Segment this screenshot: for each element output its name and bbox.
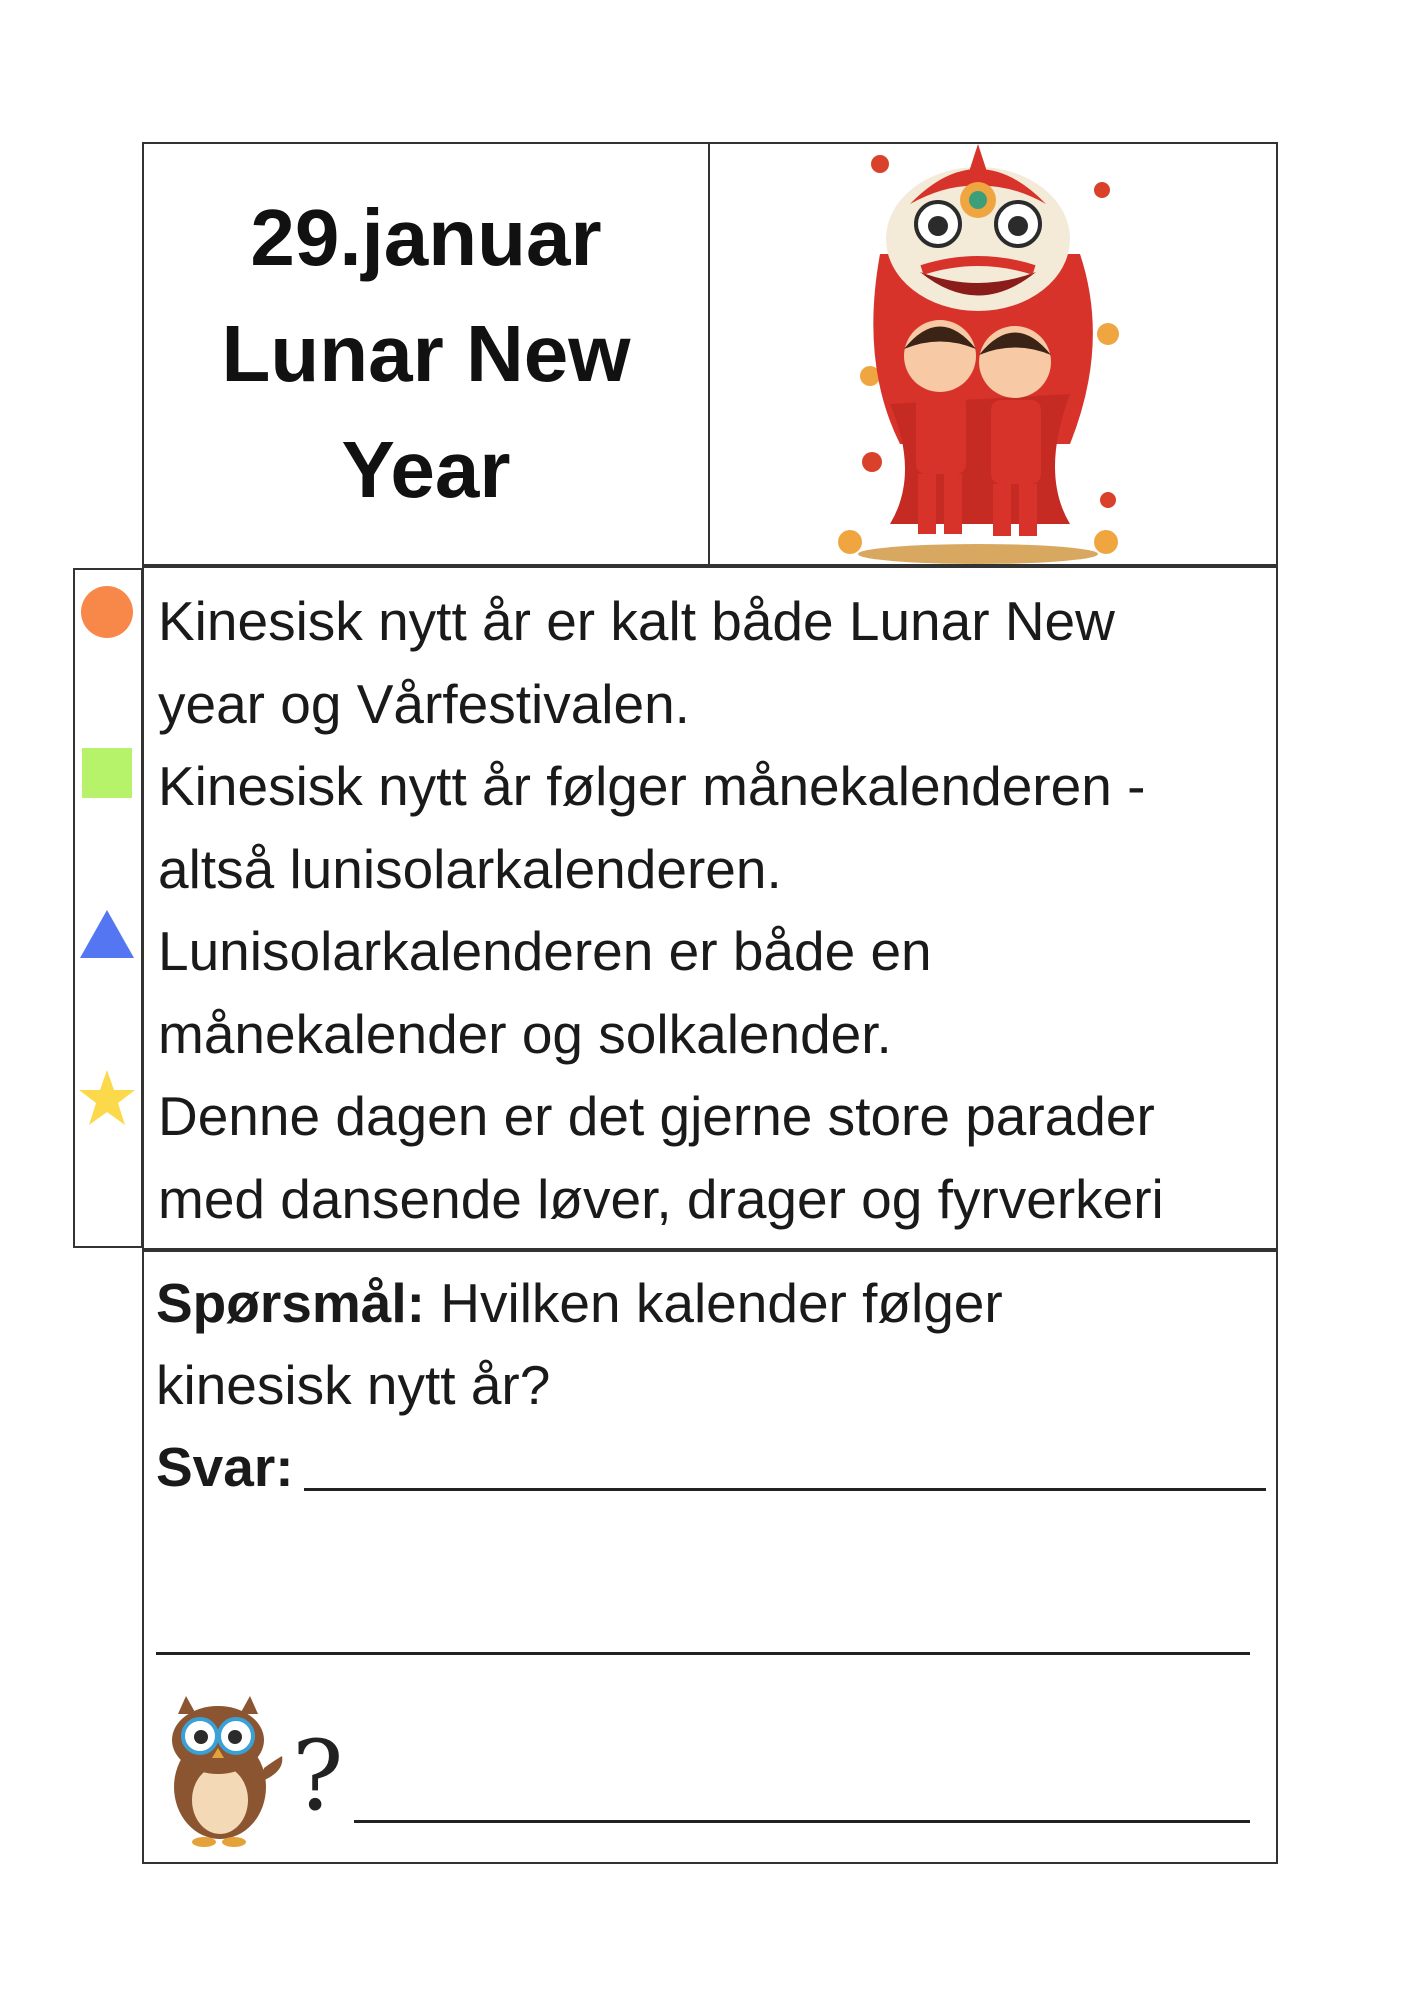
question-text (156, 1262, 1262, 1508)
answer-label: Svar: (156, 1436, 294, 1498)
illustration-cell (708, 142, 1278, 566)
fact-3: Lunisolarkalenderen er både en månekalender og solkalender. (158, 920, 932, 1065)
question-cell (142, 1250, 1278, 1864)
fact-4: Denne dagen er det gjerne store parader med dansende løver, drager og fyrverkeri (158, 1085, 1164, 1230)
question-mark: ? (292, 1720, 344, 1832)
answer-line-1[interactable] (304, 1488, 1266, 1491)
blue-triangle-icon (80, 910, 134, 958)
page-title (222, 180, 631, 528)
info-text (158, 580, 1266, 1240)
lion-dance-children-icon (710, 144, 1276, 564)
question-label: Spørsmål: (156, 1272, 425, 1334)
question-line-1: Hvilken kalender følger (424, 1272, 1003, 1334)
bullet-shapes (75, 570, 141, 1246)
title-line-3: Year (341, 425, 511, 514)
fact-1: Kinesisk nytt år er kalt både Lunar New year og Vårfestivalen. (158, 590, 1115, 735)
answer-line-3[interactable] (354, 1820, 1250, 1823)
green-square-icon (82, 748, 132, 798)
question-line-2: kinesisk nytt år? (156, 1354, 551, 1416)
bullet-column (73, 568, 143, 1248)
title-date: 29.januar (250, 193, 602, 282)
orange-circle-icon (81, 586, 133, 638)
info-cell (142, 566, 1278, 1250)
answer-line-2[interactable] (156, 1652, 1250, 1655)
owl-icon (160, 1692, 290, 1852)
title-cell (142, 142, 710, 566)
title-line-2: Lunar New (221, 309, 631, 398)
yellow-star-icon (79, 1070, 135, 1125)
fact-2: Kinesisk nytt år følger månekalenderen - altså lunisolarkalenderen. (158, 755, 1146, 900)
